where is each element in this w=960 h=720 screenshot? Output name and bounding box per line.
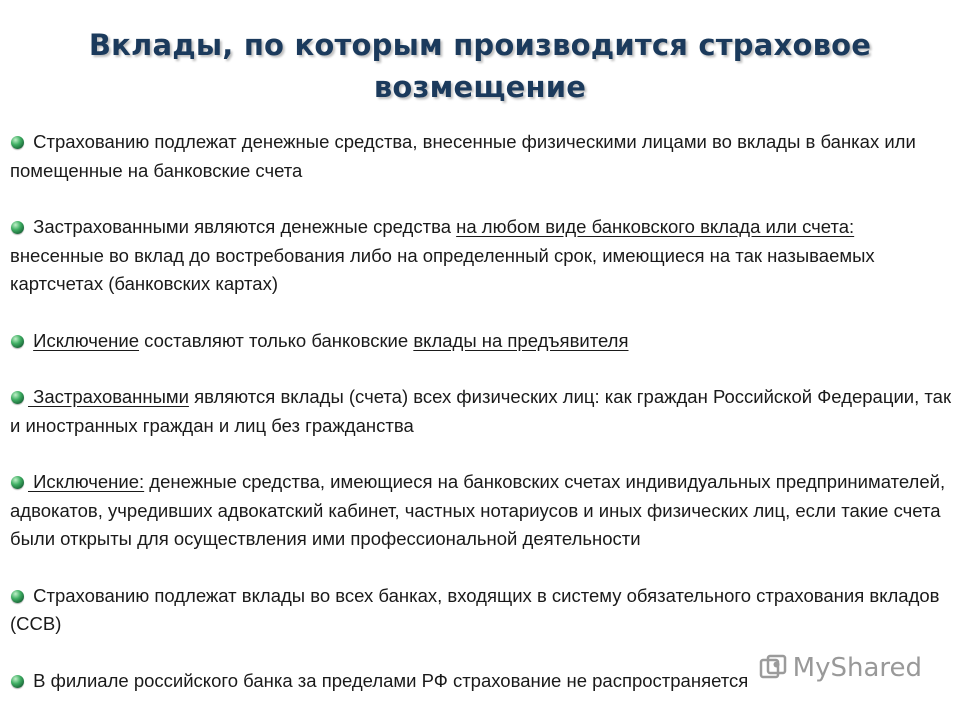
watermark	[759, 653, 922, 683]
bullet-item	[10, 327, 952, 356]
bullet-item	[10, 383, 952, 440]
watermark-text: MyShared	[792, 653, 922, 683]
underlined-text: Исключение:	[28, 471, 145, 492]
bullet-icon	[11, 136, 24, 149]
bullet-item	[10, 213, 952, 299]
slide-title: Вклады, по которым производится страховое возмещение	[88, 28, 872, 104]
underlined-text: вклады на предъявителя	[413, 329, 629, 351]
bullet-item	[10, 128, 952, 185]
bullet-text: В филиале российского банка за пределами РФ страхование не распространяется	[28, 669, 749, 691]
underlined-text: Исключение	[33, 329, 140, 351]
bullet-text: Страхованию подлежат вклады во всех банках, входящих в систему обязательного страхования вкладов (ССВ)	[10, 584, 940, 634]
bullet-icon	[11, 221, 24, 234]
bullet-item	[10, 468, 952, 554]
bullet-text: Застрахованными являются денежные средства	[28, 216, 457, 237]
bullet-item	[10, 582, 952, 639]
bullet-text: Страхованию подлежат денежные средства, внесенные физическими лицами во вклады в банках или помещенные на банковские счета	[10, 131, 916, 181]
bullet-icon	[11, 590, 24, 603]
myshared-logo-icon	[759, 654, 787, 682]
bullet-text: внесенные во вклад до востребования либо на определенный срок, имеющиеся на так называемых картсчетах (банковских картах)	[10, 244, 875, 294]
bullet-icon	[11, 335, 24, 348]
bullet-text: являются вклады (счета) всех физических лиц: как граждан Российской Федерации, так и иностранных граждан и лиц без гражданства	[10, 386, 952, 436]
bullet-text: составляют только банковские	[139, 329, 414, 351]
bullet-icon	[11, 476, 24, 489]
underlined-text: Застрахованными	[28, 386, 189, 407]
bullet-icon	[11, 391, 24, 404]
bullet-icon	[11, 675, 24, 688]
bullet-list	[10, 128, 952, 695]
bullet-text: денежные средства, имеющиеся на банковских счетах индивидуальных предпринимателей, адвокатов, учредивших адвокатский кабинет, частных нотариусов и иных физических лиц, если такие счета были открыты для осуществления ими профессиональной деятельности	[10, 471, 946, 549]
underlined-text: на любом виде банковского вклада или счета:	[456, 216, 855, 237]
